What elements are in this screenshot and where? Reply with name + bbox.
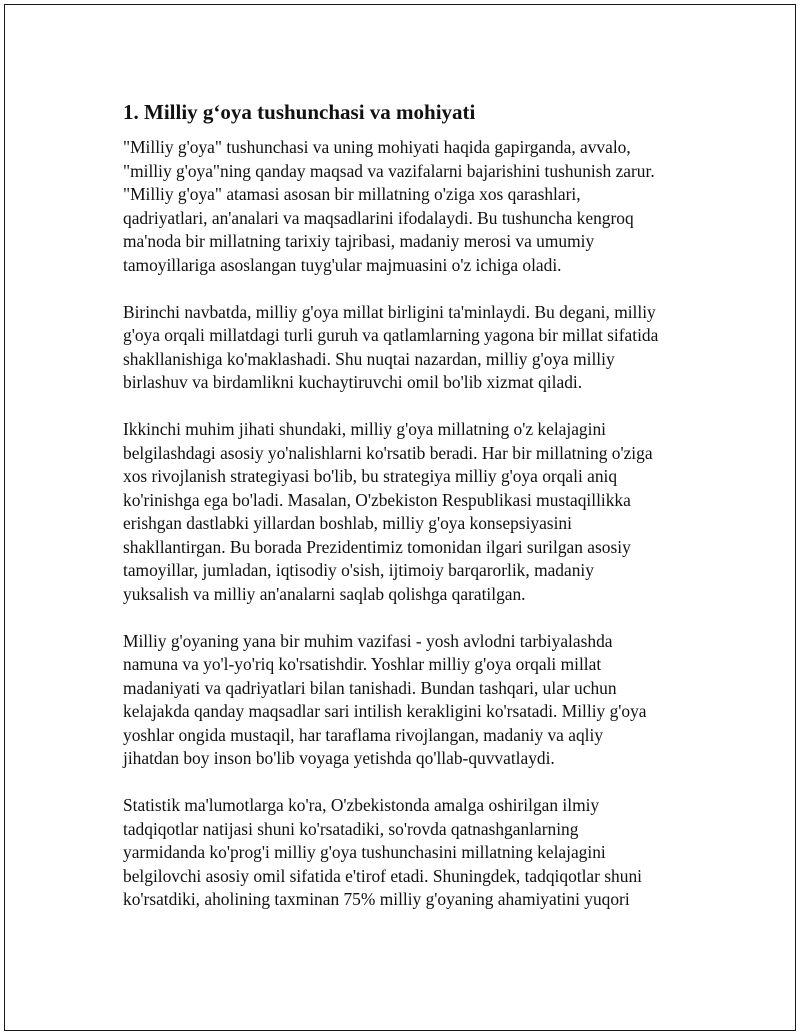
text-line: Statistik ma'lumotlarga ko'ra, O'zbekistonda amalga oshirilgan ilmiy bbox=[123, 795, 600, 815]
text-line: tadqiqotlar natijasi shuni ko'rsatadiki, so'rovda qatnashganlarning bbox=[123, 818, 579, 839]
text-line: tamoyillariga asoslangan tuyg'ular majmuasini o'z ichiga oladi. bbox=[123, 254, 562, 275]
text-line: kelajakda qanday maqsadlar sari intilish kerakligini ko'rsatadi. Milliy g'oya bbox=[123, 701, 647, 721]
page-frame bbox=[4, 4, 796, 1031]
section-title: 1. Milliy g‘oya tushunchasi va mohiyati bbox=[123, 100, 476, 124]
text-line: Milliy g'oyaning yana bir muhim vazifasi - yosh avlodni tarbiyalashda bbox=[123, 630, 613, 651]
paragraph-2 bbox=[123, 301, 693, 395]
text-line: yuksalish va milliy an'analarni saqlab qolishga qaratilgan. bbox=[123, 583, 526, 604]
text-line: erishgan dastlabki yillardan boshlab, milliy g'oya konsepsiyasini bbox=[123, 513, 572, 533]
paragraph-3 bbox=[123, 418, 693, 606]
text-line: belgilovchi asosiy omil sifatida e'tirof etadi. Shuningdek, tadqiqotlar shuni bbox=[123, 865, 642, 886]
text-line: birlashuv va birdamlikni kuchaytiruvchi omil bo'lib xizmat qiladi. bbox=[123, 372, 583, 392]
text-line: shakllanishiga ko'maklashadi. Shu nuqtai nazardan, milliy g'oya milliy bbox=[123, 348, 615, 369]
text-line: Ikkinchi muhim jihati shundaki, milliy g'oya millatning o'z kelajagini bbox=[123, 419, 606, 439]
text-line: yarmidanda ko'prog'i milliy g'oya tushunchasini millatning kelajagini bbox=[123, 842, 606, 862]
paragraph-1 bbox=[123, 136, 693, 277]
text-line: ma'noda bir millatning tarixiy tajribasi, madaniy merosi va umumiy bbox=[123, 231, 595, 251]
text-line: ko'rsatdiki, aholining taxminan 75% milliy g'oyaning ahamiyatini yuqori bbox=[123, 889, 630, 909]
text-line: namuna va yo'l-yo'riq ko'rsatishdir. Yoshlar milliy g'oya orqali millat bbox=[123, 654, 602, 674]
document-body bbox=[123, 97, 693, 912]
text-line: tamoyillar, jumladan, iqtisodiy o'sish, ijtimoiy barqarorlik, madaniy bbox=[123, 560, 594, 580]
text-line: belgilashdagi asosiy yo'nalishlarni ko'rsatib beradi. Har bir millatning o'ziga bbox=[123, 442, 653, 463]
text-line: madaniyati va qadriyatlari bilan tanishadi. Bundan tashqari, ular uchun bbox=[123, 677, 617, 698]
text-line: Birinchi navbatda, milliy g'oya millat birligini ta'minlaydi. Bu degani, milliy bbox=[123, 301, 656, 322]
paragraph-5 bbox=[123, 794, 693, 912]
text-line: qadriyatlari, an'analari va maqsadlarini ifodalaydi. Bu tushuncha kengroq bbox=[123, 207, 634, 228]
text-line: yoshlar ongida mustaqil, har taraflama rivojlangan, madaniy va aqliy bbox=[123, 724, 604, 745]
text-line: jihatdan boy inson bo'lib voyaga yetishda qo'llab-quvvatlaydi. bbox=[123, 748, 555, 768]
text-line: "Milliy g'oya" atamasi asosan bir millatning o'ziga xos qarashlari, bbox=[123, 184, 581, 204]
text-line: "milliy g'oya"ning qanday maqsad va vazifalarni bajarishini tushunish zarur. bbox=[123, 160, 655, 181]
text-line: ko'rinishga ega bo'ladi. Masalan, O'zbekiston Respublikasi mustaqillikka bbox=[123, 489, 631, 510]
text-line: shakllantirgan. Bu borada Prezidentimiz tomonidan ilgari surilgan asosiy bbox=[123, 536, 631, 557]
text-line: xos rivojlanish strategiyasi bo'lib, bu strategiya milliy g'oya orqali aniq bbox=[123, 466, 618, 486]
text-line: "Milliy g'oya" tushunchasi va uning mohiyati haqida gapirganda, avvalo, bbox=[123, 137, 631, 157]
paragraph-4 bbox=[123, 630, 693, 771]
text-line: g'oya orqali millatdagi turli guruh va qatlamlarning yagona bir millat sifatida bbox=[123, 325, 659, 345]
